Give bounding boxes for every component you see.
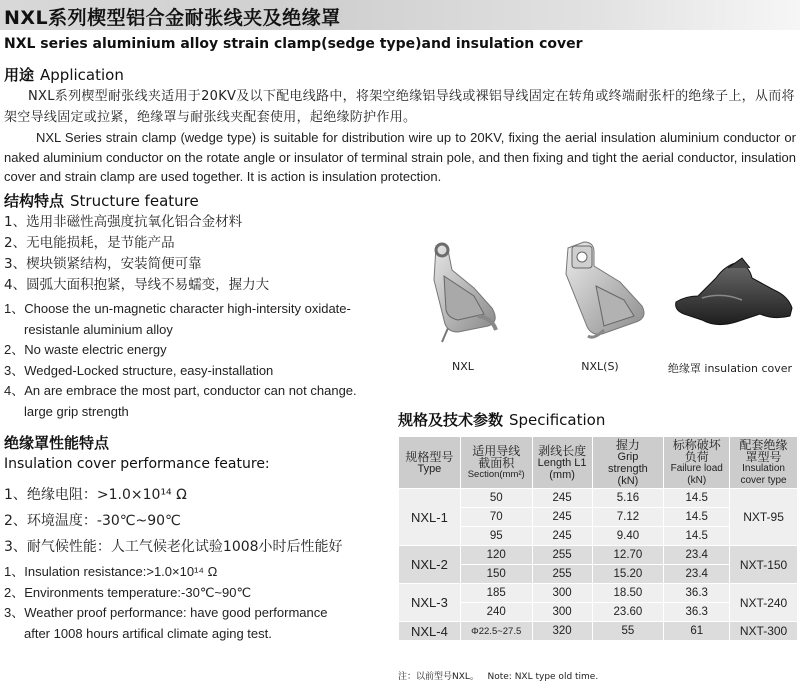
table-cell: 12.70 <box>592 546 664 565</box>
table-cell: 185 <box>460 584 532 603</box>
table-row <box>399 622 798 641</box>
table-cell: 14.5 <box>664 489 730 508</box>
strain-clamp-nxl-s-icon <box>548 238 658 346</box>
table-cell: Φ22.5~27.5 <box>460 622 532 641</box>
cover-item-cn: 2、环境温度：-30℃~90℃ <box>4 513 181 529</box>
application-heading-en: Application <box>40 66 124 84</box>
table-cell: 5.16 <box>592 489 664 508</box>
table-cell: 245 <box>532 508 592 527</box>
spec-col-grip: 握力 Grip strength (kN) <box>592 437 664 489</box>
table-cell: 120 <box>460 546 532 565</box>
cover-item-cn: 1、绝缘电阻：>1.0×10¹⁴ Ω <box>4 487 187 503</box>
table-cell: 14.5 <box>664 527 730 546</box>
table-cell: 61 <box>664 622 730 641</box>
spec-col-length: 剥线长度 Length L1 (mm) <box>532 437 592 489</box>
table-cell: 15.20 <box>592 565 664 584</box>
table-cell: 50 <box>460 489 532 508</box>
structure-item-cn: 3、楔块锁紧结构，安装简便可靠 <box>4 256 202 272</box>
table-cell: 245 <box>532 489 592 508</box>
cover-item-en: 2、Environments temperature:-30℃~90℃ <box>4 584 252 600</box>
spec-type-cell: NXL-4 <box>399 622 461 641</box>
table-cell: 23.4 <box>664 546 730 565</box>
spec-cover-cell: NXT-300 <box>730 622 798 641</box>
table-cell: 320 <box>532 622 592 641</box>
cover-list-en <box>4 562 328 644</box>
table-cell: 300 <box>532 603 592 622</box>
table-row <box>399 584 798 603</box>
table-cell: 9.40 <box>592 527 664 546</box>
structure-item-en: 2、No waste electric energy <box>4 342 167 357</box>
cover-item-en: 3、Weather proof performance: have good performance <box>4 605 328 620</box>
spec-col-cover: 配套绝缘罩型号 Insulation cover type <box>730 437 798 489</box>
table-row <box>399 489 798 508</box>
spec-cover-cell: NXT-150 <box>730 546 798 584</box>
application-heading <box>4 64 124 85</box>
strain-clamp-nxl-icon <box>408 236 518 346</box>
structure-item-cn: 2、无电能损耗，是节能产品 <box>4 235 175 251</box>
cover-item-en: 1、Insulation resistance:>1.0×10¹⁴ Ω <box>4 564 218 579</box>
spec-col-section: 适用导线截面积 Section(mm²) <box>460 437 532 489</box>
application-text-cn: NXL系列楔型耐张线夹适用于20KV及以下配电线路中，将架空绝缘铝导线或裸铝导线固定在转角或终端耐张杆的绝缘子上，从而将架空导线固定或拉紧，绝缘罩与耐张线夹配套使用，起绝缘防护作用。 <box>4 89 795 125</box>
table-row <box>399 546 798 565</box>
table-cell: 18.50 <box>592 584 664 603</box>
page-title: NXL系列楔型铝合金耐张线夹及绝缘罩 <box>4 7 341 29</box>
structure-item-en: 3、Wedged-Locked structure, easy-installation <box>4 362 274 378</box>
cover-item-cn: 3、耐气候性能：人工气候老化试验1008小时后性能好 <box>4 539 343 555</box>
table-cell: 245 <box>532 527 592 546</box>
photo-caption-nxl: NXL <box>452 360 474 373</box>
spec-type-cell: NXL-1 <box>399 489 461 546</box>
spec-type-cell: NXL-3 <box>399 584 461 622</box>
cover-heading-en: Insulation cover performance feature: <box>4 456 270 472</box>
spec-cover-cell: NXT-95 <box>730 489 798 546</box>
cover-heading-cn: 绝缘罩性能特点 <box>4 434 110 452</box>
cover-list-cn <box>4 482 343 560</box>
photo-caption-cover: 绝缘罩 insulation cover <box>667 362 793 375</box>
table-cell: 255 <box>532 546 592 565</box>
spec-note: 注：以前型号NXL。 Note: NXL type old time. <box>398 672 599 682</box>
application-heading-cn: 用途 <box>4 66 35 84</box>
spec-col-failure: 标称破坏负荷 Failure load (kN) <box>664 437 730 489</box>
spec-table <box>398 436 798 641</box>
spec-header-row <box>399 437 798 489</box>
cover-item-en: after 1008 hours artifical climate aging test. <box>24 625 272 641</box>
structure-item-en: 1、Choose the un-magnetic character high-intersity oxidate- <box>4 301 351 316</box>
table-cell: 23.60 <box>592 603 664 622</box>
structure-list-en <box>4 299 357 422</box>
table-cell: 36.3 <box>664 584 730 603</box>
table-cell: 23.4 <box>664 565 730 584</box>
structure-heading <box>4 190 199 211</box>
spec-type-cell: NXL-2 <box>399 546 461 584</box>
structure-heading-en: Structure feature <box>70 192 199 210</box>
structure-item-en: 4、An are embrace the most part, conductor can not change. <box>4 383 357 398</box>
table-cell: 150 <box>460 565 532 584</box>
table-cell: 70 <box>460 508 532 527</box>
spec-cover-cell: NXT-240 <box>730 584 798 622</box>
application-text-en: NXL Series strain clamp (wedge type) is suitable for distribution wire up to 20KV, fixing the aerial insulation aluminium conductor or naked aluminium conductor on the rotate angle or insulator of terminal strain pole, and then fixing and tight the aerial conductor, insulation cover and strain clamp are used together. It is action is insulation protection. <box>4 130 796 184</box>
structure-item-en: resistanle aluminium alloy <box>24 321 173 337</box>
page-subtitle: NXL series aluminium alloy strain clamp(sedge type)and insulation cover <box>4 36 583 52</box>
spec-heading <box>398 409 605 430</box>
table-cell: 255 <box>532 565 592 584</box>
photo-caption-nxl-s: NXL(S) <box>581 360 619 373</box>
structure-heading-cn: 结构特点 <box>4 192 65 210</box>
table-cell: 7.12 <box>592 508 664 527</box>
table-cell: 300 <box>532 584 592 603</box>
structure-item-cn: 4、圆弧大面积抱紧，导线不易蠕变，握力大 <box>4 277 270 293</box>
table-cell: 55 <box>592 622 664 641</box>
structure-item-en: large grip strength <box>24 403 129 419</box>
spec-heading-cn: 规格及技术参数 <box>398 411 504 429</box>
insulation-cover-icon <box>672 252 796 330</box>
table-cell: 95 <box>460 527 532 546</box>
structure-list-cn <box>4 212 269 296</box>
spec-heading-en: Specification <box>509 411 606 429</box>
structure-item-cn: 1、选用非磁性高强度抗氧化铝合金材料 <box>4 214 243 230</box>
title-bar <box>0 0 800 30</box>
table-cell: 14.5 <box>664 508 730 527</box>
table-cell: 240 <box>460 603 532 622</box>
spec-col-type: 规格型号 Type <box>399 437 461 489</box>
table-cell: 36.3 <box>664 603 730 622</box>
